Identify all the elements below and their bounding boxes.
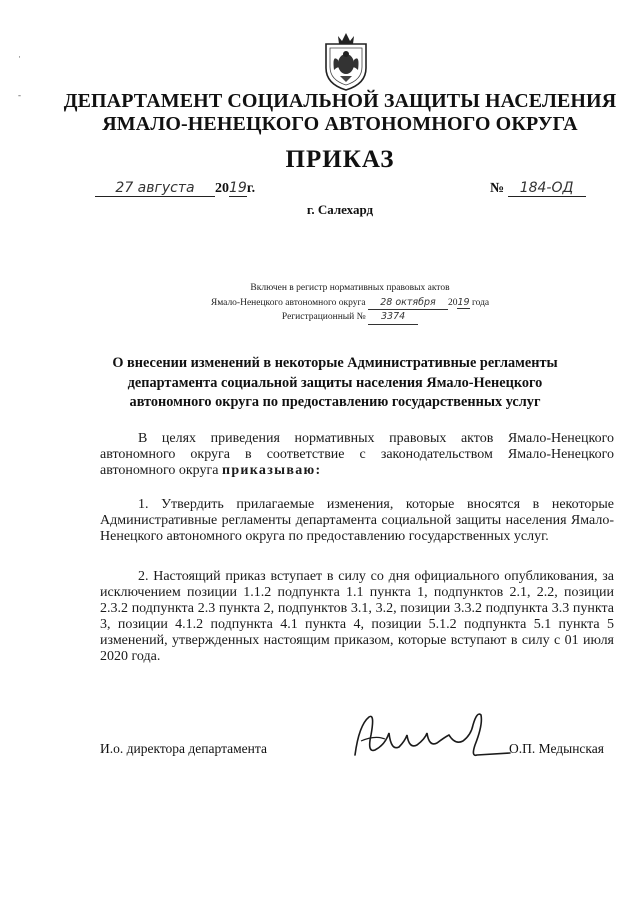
preamble-paragraph [100,431,614,479]
registry-stamp [150,282,550,325]
registry-year-prefix: 20 [447,297,458,308]
signatory-position: И.о. директора департамента [100,741,267,756]
handwritten-signature-icon [345,705,515,770]
registry-line1: Включен в регистр нормативных правовых актов [250,283,450,293]
order-year-prefix: 20 [215,181,229,196]
order-date [95,180,255,197]
registry-year-suffix: года [471,297,490,308]
registry-line2 [150,296,550,311]
item-paragraph-2: 2. Настоящий приказ вступает в силу со дня официального опубликования, за исключением позиции 1.1.2 подпункта 1.1 пункта 1, подпунктов 2.1, 2.2, позиции 2.3.2 подпункта 2.3 пункта 2, подпунктов 3.1, 3.2, позиции 3.3.2 подпункта 3.3 пункта 3, позиции 4.1.2 подпункта 4.1 пункта 4, позиции 5.1.2 подпункта 5.1 пункта 5 изменений, утвержденных настоящим приказом, которые вступают в силу с 01 июля 2020 года. [100,569,614,664]
registry-year-handwritten: 19 [457,296,470,308]
signatory-name: О.П. Медынская [509,741,604,756]
document-type-title: ПРИКАЗ [285,146,395,173]
document-subject: О внесении изменений в некоторые Административные регламенты департамента социальной защиты населения Ямало-Ненецкого автономного округа по предоставлению государственных услуг [112,355,558,410]
department-title-line2: ЯМАЛО-НЕНЕЦКОГО АВТОНОМНОГО ОКРУГА [102,113,578,135]
item-paragraph-1: 1. Утвердить прилагаемые изменения, которые вносятся в некоторые Административные регламенты департамента социальной защиты населения Ямало-Ненецкого автономного округа по предоставлению государственных услуг. [100,497,614,544]
registry-date-handwritten: 28 октября [368,296,448,311]
order-date-handwritten: 27 августа [95,180,215,197]
coat-of-arms-icon [318,30,374,92]
margin-mark: - [18,90,21,100]
city-label: г. Салехард [306,202,374,217]
preamble-text: В целях приведения нормативных правовых актов Ямало-Ненецкого автономного округа в соответствие с законодательством Ямало-Ненецкого автономного округа [100,431,614,478]
registry-line2-prefix: Ямало-Ненецкого автономного округа [210,297,366,308]
order-word: приказываю: [221,463,322,478]
registry-number-prefix: Регистрационный № [281,312,366,322]
order-year-handwritten: 19 [229,180,247,196]
department-title-line1: ДЕПАРТАМЕНТ СОЦИАЛЬНОЙ ЗАЩИТЫ НАСЕЛЕНИЯ [63,90,617,112]
order-number [490,180,586,197]
order-year-suffix: г. [246,181,256,196]
registry-line3 [150,310,550,325]
margin-mark: · [18,52,21,62]
registry-number-handwritten: 3374 [368,310,418,325]
order-number-handwritten: 184-ОД [508,180,586,197]
order-number-prefix: № [490,181,505,196]
